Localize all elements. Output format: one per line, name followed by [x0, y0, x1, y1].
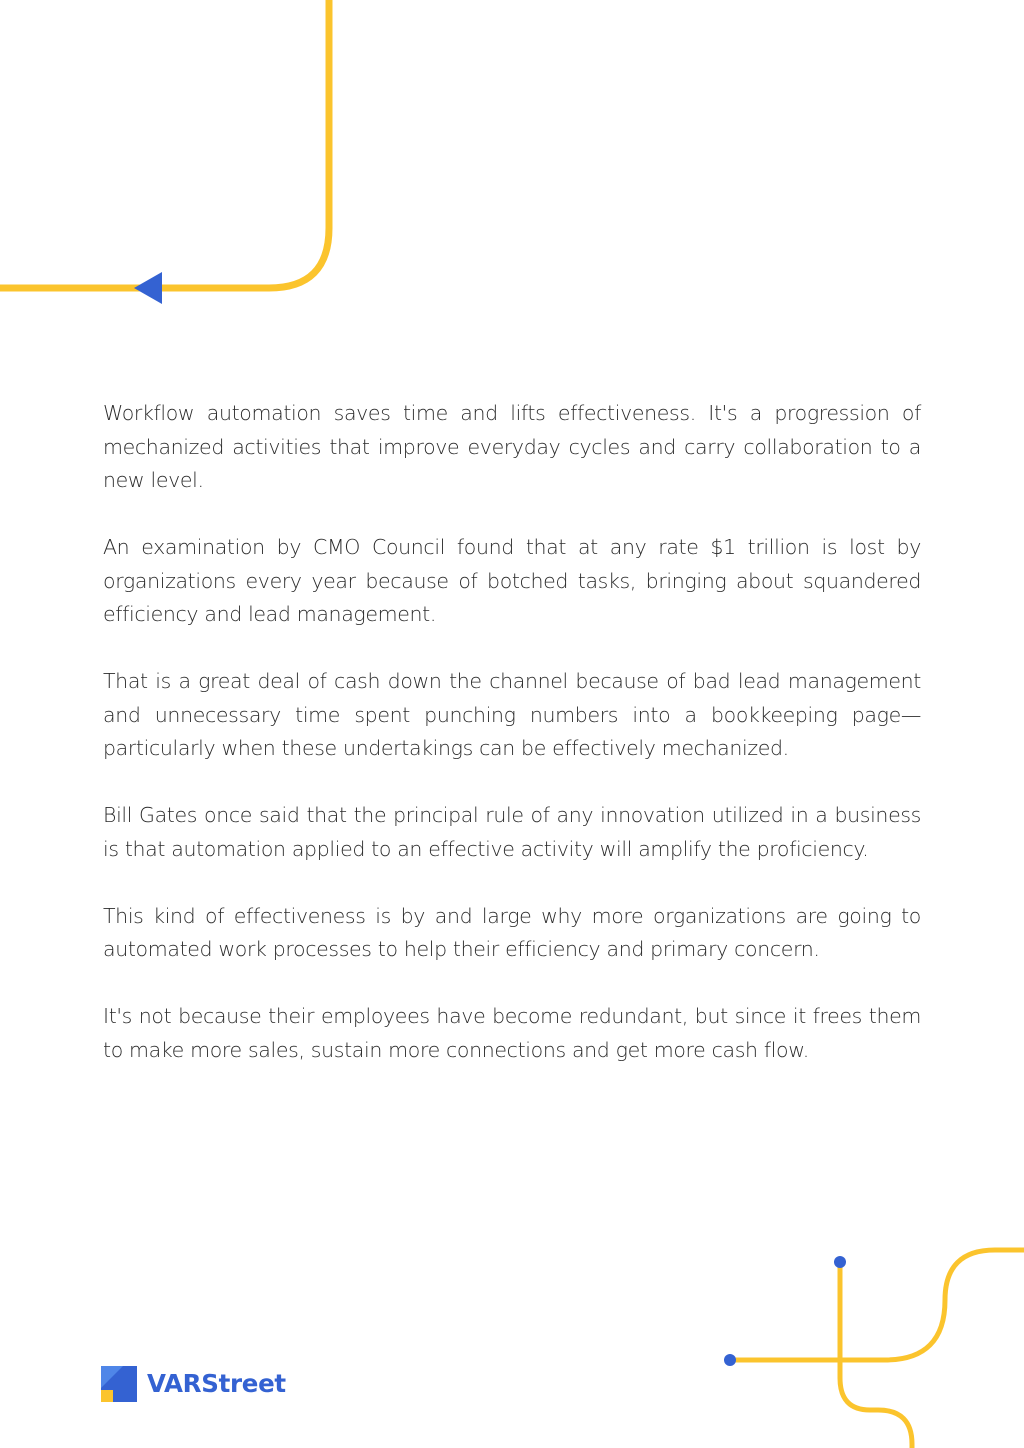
paragraph-5: This kind of effectiveness is by and large why more organizations are going to automated work processes to help their efficiency and primary concern. — [103, 903, 921, 961]
connector-dot-top — [834, 1256, 846, 1268]
top-connector-line — [0, 0, 329, 288]
paragraph-2: An examination by CMO Council found that at any rate $1 trillion is lost by organizations every year because of botched tasks, bringing about squandered efficiency and lead management. — [103, 535, 921, 626]
varstreet-logo-icon — [101, 1366, 137, 1402]
paragraph-6: It's not because their employees have become redundant, but since it frees them to make more sales, sustain more connections and get more cash flow. — [103, 1004, 921, 1062]
bottom-right-curve-line — [730, 1250, 1024, 1360]
paragraph-3: That is a great deal of cash down the channel because of bad lead management and unnecessary time spent punching numbers into a bookkeeping page—particularly when these undertakings can be effectively mechanized. — [103, 669, 921, 760]
brand-logo — [101, 1366, 286, 1402]
connector-dot-left — [724, 1354, 736, 1366]
brand-name: VARStreet — [147, 1369, 286, 1398]
bottom-vertical-line — [840, 1262, 912, 1448]
paragraph-1: Workflow automation saves time and lifts effectiveness. It's a progression of mechanized activities that improve everyday cycles and carry collaboration to a new level. — [103, 401, 921, 492]
article-body — [103, 397, 921, 1101]
left-arrow-icon — [134, 272, 162, 304]
paragraph-4: Bill Gates once said that the principal rule of any innovation utilized in a business is that automation applied to an effective activity will amplify the proficiency. — [103, 803, 921, 861]
